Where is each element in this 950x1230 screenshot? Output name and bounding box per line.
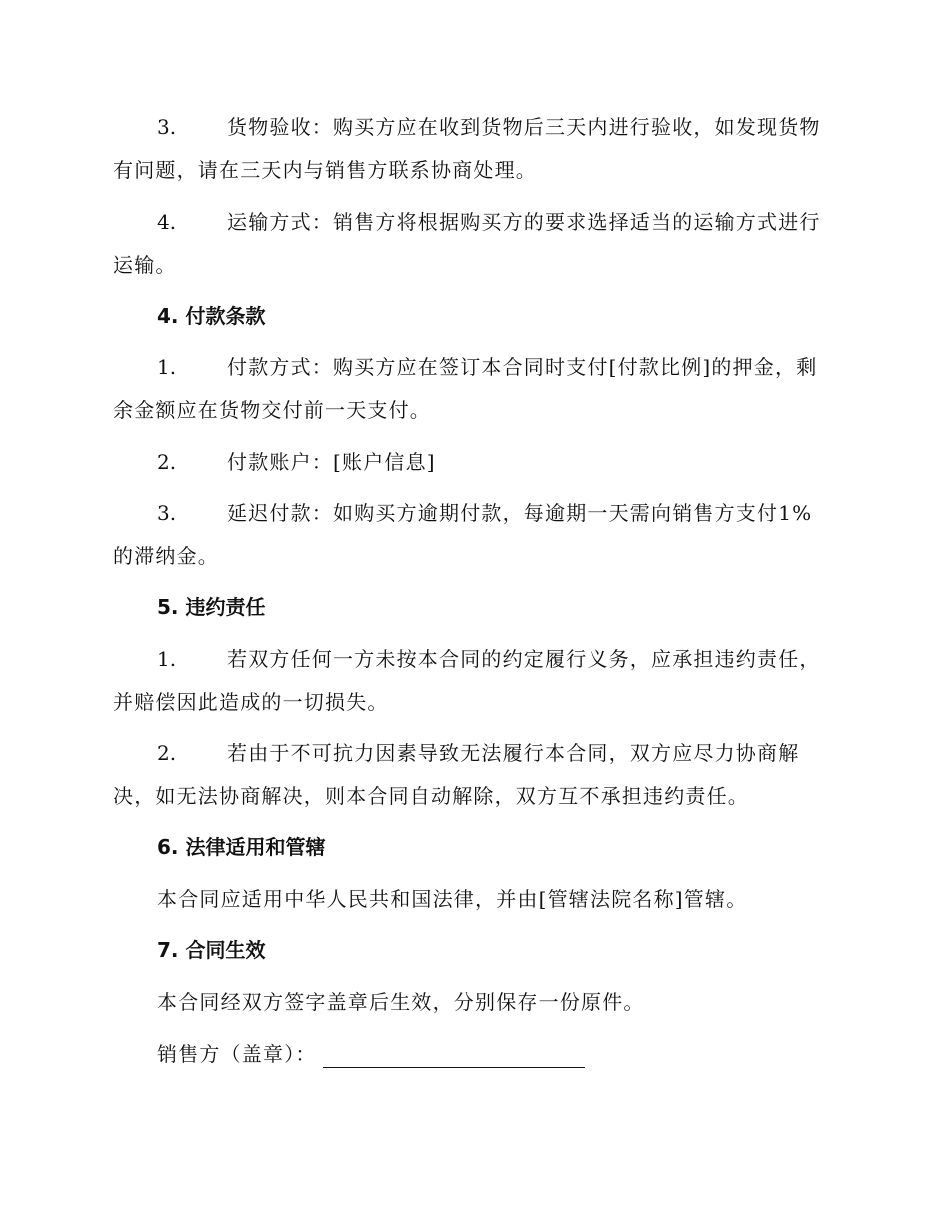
- item-text-line: 并赔偿因此造成的一切损失。: [113, 690, 389, 714]
- signature-blank-line[interactable]: [323, 1043, 585, 1068]
- item-number: 3.: [157, 501, 177, 525]
- item-text-line: 货物验收：购买方应在收到货物后三天内进行验收，如发现货物: [227, 115, 821, 139]
- item-text-line: 运输。: [113, 253, 177, 277]
- section-text: 本合同经双方签字盖章后生效，分别保存一份原件。: [157, 990, 645, 1014]
- item-text-line: 余金额应在货物交付前一天支付。: [113, 398, 431, 422]
- item-text-line: 决，如无法协商解决，则本合同自动解除，双方互不承担违约责任。: [113, 784, 749, 808]
- item-text-line: 延迟付款：如购买方逾期付款，每逾期一天需向销售方支付1%: [227, 501, 813, 525]
- section-heading: 5. 违约责任: [157, 595, 266, 619]
- section-text: 本合同应适用中华人民共和国法律，并由[管辖法院名称]管辖。: [157, 887, 748, 911]
- item-number: 1.: [157, 647, 177, 671]
- item-text-line: 有问题，请在三天内与销售方联系协商处理。: [113, 158, 537, 182]
- signature-row: [157, 1040, 585, 1068]
- item-text-line: 付款方式：购买方应在签订本合同时支付[付款比例]的押金，剩: [227, 355, 818, 379]
- item-text-line: 若由于不可抗力因素导致无法履行本合同，双方应尽力协商解: [227, 741, 800, 765]
- item-text-line: 的滞纳金。: [113, 544, 219, 568]
- signature-label: 销售方（盖章）：: [157, 1042, 317, 1066]
- item-text-line: 付款账户：[账户信息]: [227, 450, 436, 474]
- item-number: 1.: [157, 355, 177, 379]
- item-number: 2.: [157, 450, 177, 474]
- section-heading: 7. 合同生效: [157, 938, 266, 962]
- item-text-line: 若双方任何一方未按本合同的约定履行义务，应承担违约责任，: [227, 647, 821, 671]
- item-number: 2.: [157, 741, 177, 765]
- section-heading: 6. 法律适用和管辖: [157, 835, 326, 859]
- section-heading: 4. 付款条款: [157, 304, 266, 328]
- item-text-line: 运输方式：销售方将根据购买方的要求选择适当的运输方式进行: [227, 210, 821, 234]
- item-number: 4.: [157, 210, 177, 234]
- item-number: 3.: [157, 115, 177, 139]
